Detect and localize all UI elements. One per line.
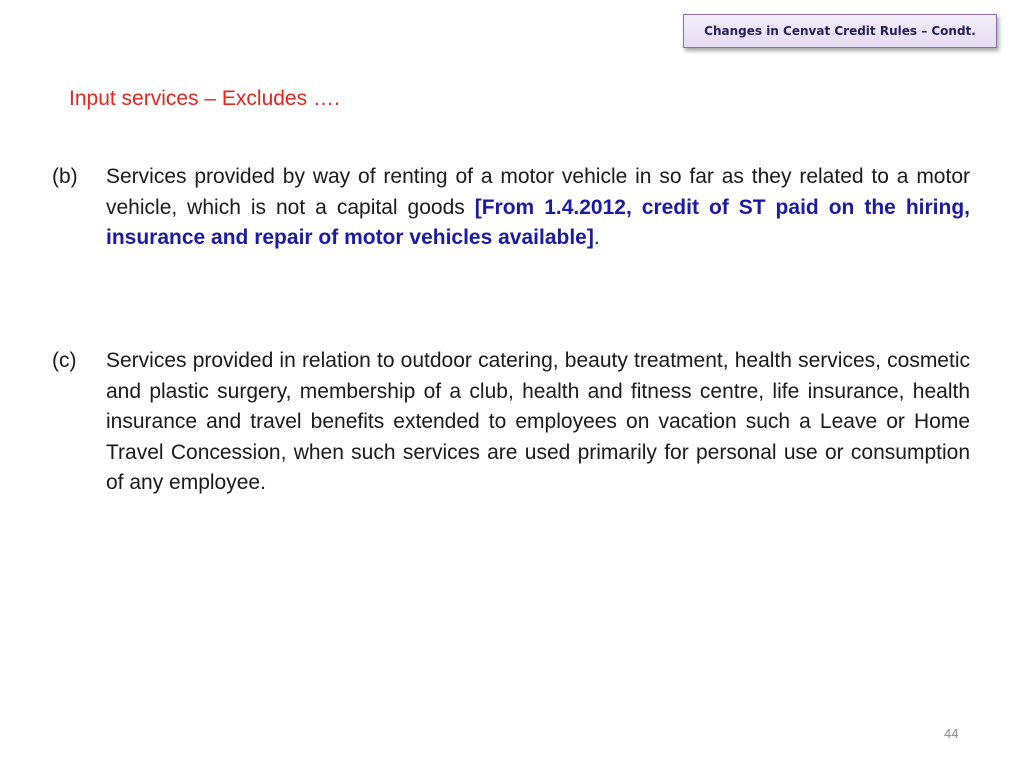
- list-item-c: [52, 346, 970, 499]
- list-item-b: [52, 162, 970, 254]
- item-highlight-text: [From 1.4.2012, credit of ST paid on the hiring, insurance and repair of motor vehicles available]: [106, 195, 970, 249]
- slide-subtitle: Input services – Excludes ….: [69, 87, 340, 110]
- list-marker: (b): [52, 165, 78, 188]
- slide-header-box: [683, 14, 997, 48]
- list-item-text: [106, 346, 970, 499]
- list-marker: (c): [52, 349, 77, 372]
- item-suffix: .: [593, 226, 600, 249]
- list-item-text: [106, 162, 970, 254]
- slide-header-title: Changes in Cenvat Credit Rules – Condt.: [704, 24, 976, 38]
- item-body-text: Services provided in relation to outdoor catering, beauty treatment, health services, cosmetic and plastic surgery, membership of a club, health and fitness centre, life insurance, health insurance and travel benefits extended to employees on vacation such a Leave or Home Travel Concession, when such services are used primarily for personal use or consumption of any employee.: [106, 349, 970, 494]
- item-body-text: Services provided by way of renting of a motor vehicle in so far as they related to a motor vehicle, which is not a capital goods: [106, 165, 970, 219]
- page-number: 44: [944, 726, 959, 741]
